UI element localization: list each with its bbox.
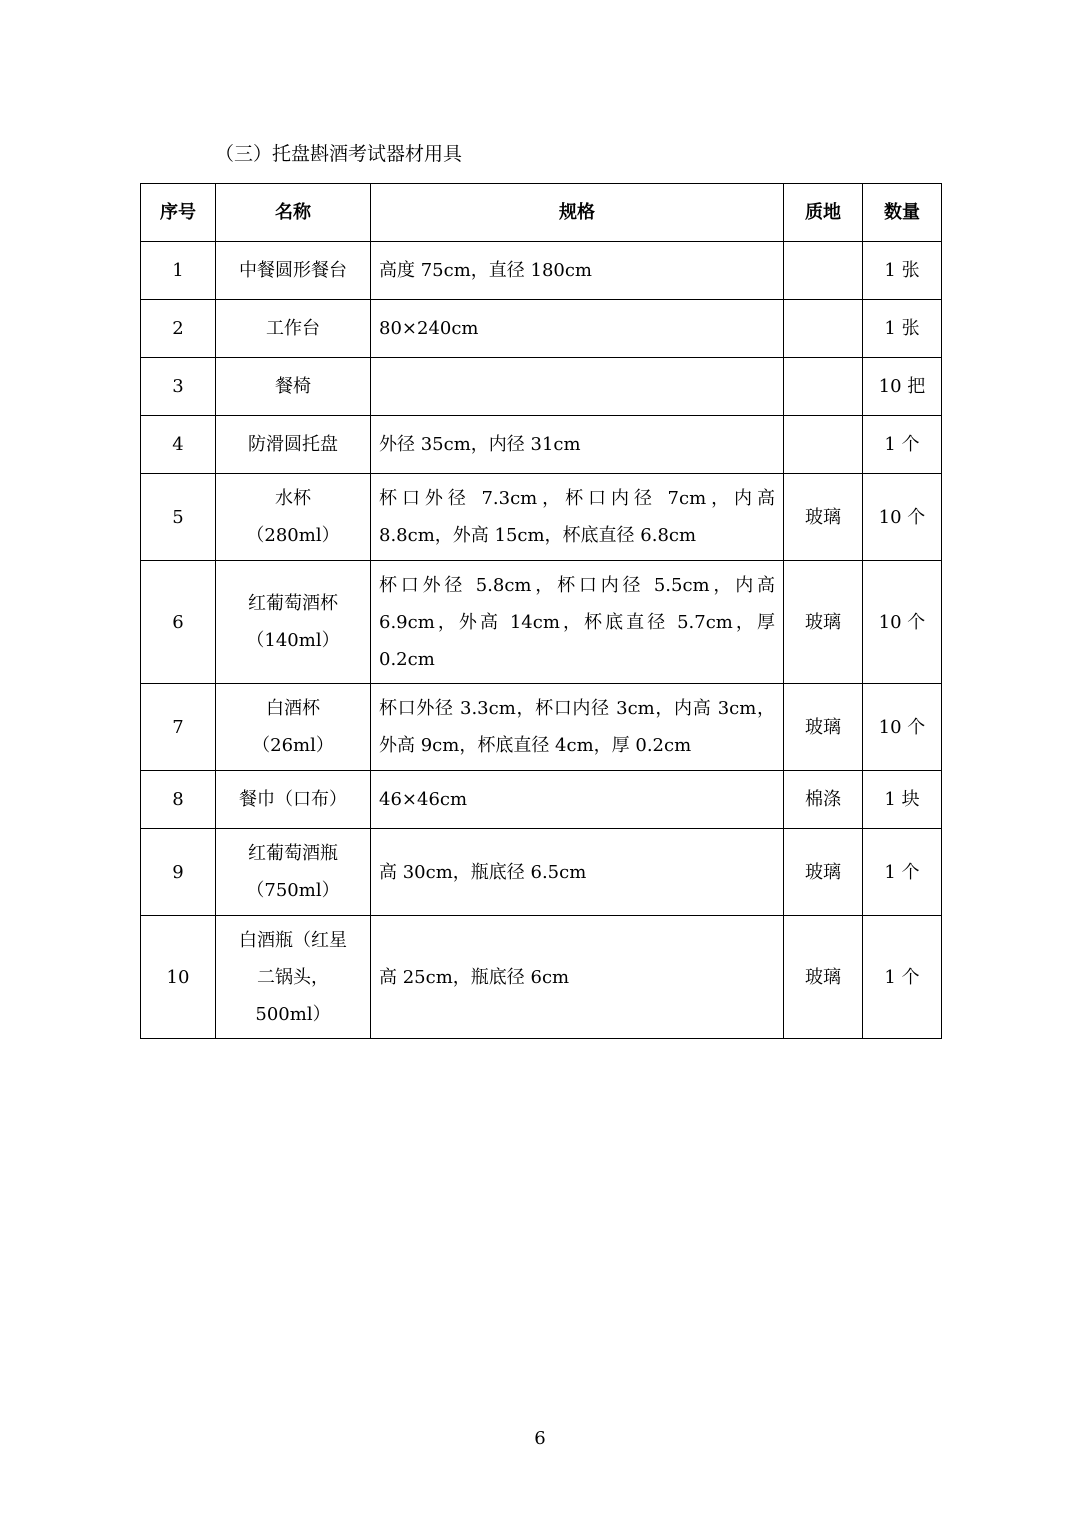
cell-qty: 10 个 bbox=[863, 684, 942, 771]
header-material: 质地 bbox=[784, 184, 863, 242]
cell-qty: 10 个 bbox=[863, 474, 942, 561]
cell-qty: 1 张 bbox=[863, 300, 942, 358]
cell-name-line: 红葡萄酒杯 bbox=[248, 593, 338, 614]
cell-qty: 1 个 bbox=[863, 829, 942, 916]
cell-name-line: 餐椅 bbox=[275, 376, 311, 397]
cell-qty: 10 个 bbox=[863, 561, 942, 684]
table-header-row bbox=[141, 184, 942, 242]
cell-material: 棉涤 bbox=[784, 771, 863, 829]
cell-name-line: 二锅头， bbox=[257, 966, 329, 988]
cell-material bbox=[784, 416, 863, 474]
cell-material bbox=[784, 300, 863, 358]
cell-no: 5 bbox=[141, 474, 216, 561]
cell-no: 7 bbox=[141, 684, 216, 771]
cell-name-line: 白酒杯 bbox=[266, 698, 320, 719]
cell-name-line: 工作台 bbox=[266, 318, 320, 339]
cell-material: 玻璃 bbox=[784, 684, 863, 771]
table-body bbox=[141, 242, 942, 1039]
table-row bbox=[141, 416, 942, 474]
table-row bbox=[141, 474, 942, 561]
cell-name bbox=[216, 358, 371, 416]
cell-name-line: 白酒瓶（红星 bbox=[239, 929, 347, 951]
cell-qty: 1 个 bbox=[863, 916, 942, 1039]
table-row bbox=[141, 829, 942, 916]
table-row bbox=[141, 561, 942, 684]
header-spec: 规格 bbox=[371, 184, 784, 242]
cell-no: 3 bbox=[141, 358, 216, 416]
cell-spec: 46×46cm bbox=[371, 771, 784, 829]
table-row bbox=[141, 916, 942, 1039]
cell-name-line: 500ml） bbox=[255, 1003, 331, 1025]
cell-qty: 1 张 bbox=[863, 242, 942, 300]
cell-name-line: 水杯 bbox=[275, 488, 311, 509]
cell-material: 玻璃 bbox=[784, 829, 863, 916]
cell-name-line: 中餐圆形餐台 bbox=[239, 260, 347, 281]
header-no: 序号 bbox=[141, 184, 216, 242]
cell-name-line: （280ml） bbox=[246, 525, 340, 546]
cell-name-line: （140ml） bbox=[246, 630, 340, 651]
table-row bbox=[141, 771, 942, 829]
cell-name bbox=[216, 684, 371, 771]
cell-name bbox=[216, 916, 371, 1039]
cell-name bbox=[216, 416, 371, 474]
page-number: 6 bbox=[534, 1428, 546, 1449]
cell-name-line: 餐巾（口布） bbox=[239, 789, 347, 810]
cell-spec: 80×240cm bbox=[371, 300, 784, 358]
equipment-table bbox=[140, 183, 942, 1039]
table-row bbox=[141, 684, 942, 771]
cell-material: 玻璃 bbox=[784, 474, 863, 561]
cell-spec: 高 25cm，瓶底径 6cm bbox=[371, 916, 784, 1039]
cell-spec: 高度 75cm，直径 180cm bbox=[371, 242, 784, 300]
cell-no: 10 bbox=[141, 916, 216, 1039]
cell-no: 9 bbox=[141, 829, 216, 916]
header-qty: 数量 bbox=[863, 184, 942, 242]
cell-no: 2 bbox=[141, 300, 216, 358]
cell-spec: 高 30cm，瓶底径 6.5cm bbox=[371, 829, 784, 916]
cell-no: 8 bbox=[141, 771, 216, 829]
cell-no: 6 bbox=[141, 561, 216, 684]
cell-spec: 杯口外径 5.8cm，杯口内径 5.5cm，内高 6.9cm，外高 14cm，杯底直径 5.7cm，厚 0.2cm bbox=[371, 561, 784, 684]
cell-name-line: （26ml） bbox=[252, 735, 334, 756]
section-title: （三）托盘斟酒考试器材用具 bbox=[215, 143, 463, 165]
cell-no: 1 bbox=[141, 242, 216, 300]
cell-name-line: （750ml） bbox=[246, 880, 340, 901]
cell-name bbox=[216, 771, 371, 829]
cell-name bbox=[216, 300, 371, 358]
cell-no: 4 bbox=[141, 416, 216, 474]
table-row bbox=[141, 300, 942, 358]
cell-spec: 外径 35cm，内径 31cm bbox=[371, 416, 784, 474]
cell-material: 玻璃 bbox=[784, 561, 863, 684]
table-row bbox=[141, 242, 942, 300]
cell-spec: 杯口外径 7.3cm，杯口内径 7cm，内高 8.8cm，外高 15cm，杯底直径 6.8cm bbox=[371, 474, 784, 561]
cell-name bbox=[216, 561, 371, 684]
header-name: 名称 bbox=[216, 184, 371, 242]
cell-name bbox=[216, 829, 371, 916]
cell-material: 玻璃 bbox=[784, 916, 863, 1039]
table-row bbox=[141, 358, 942, 416]
cell-spec bbox=[371, 358, 784, 416]
cell-name-line: 防滑圆托盘 bbox=[248, 434, 338, 455]
cell-name bbox=[216, 242, 371, 300]
cell-material bbox=[784, 242, 863, 300]
cell-qty: 1 块 bbox=[863, 771, 942, 829]
cell-name bbox=[216, 474, 371, 561]
cell-qty: 1 个 bbox=[863, 416, 942, 474]
cell-name-line: 红葡萄酒瓶 bbox=[248, 843, 338, 864]
cell-qty: 10 把 bbox=[863, 358, 942, 416]
cell-spec: 杯口外径 3.3cm，杯口内径 3cm，内高 3cm，外高 9cm，杯底直径 4cm，厚 0.2cm bbox=[371, 684, 784, 771]
cell-material bbox=[784, 358, 863, 416]
